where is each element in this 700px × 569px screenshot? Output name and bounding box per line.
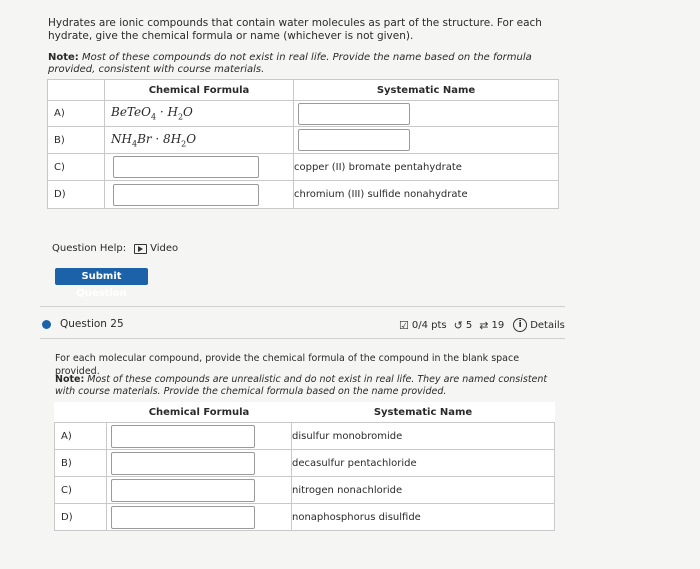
row-label: C) bbox=[55, 477, 107, 504]
q24-name-input-b[interactable] bbox=[298, 129, 410, 151]
q24-header-blank bbox=[48, 80, 105, 101]
q25-divider bbox=[40, 338, 565, 339]
q25-formula-input-b[interactable] bbox=[111, 452, 255, 475]
q24-name-input-a[interactable] bbox=[298, 103, 410, 125]
details-label: Details bbox=[530, 319, 565, 331]
q24-formula-input-c[interactable] bbox=[113, 156, 259, 178]
section-divider bbox=[40, 306, 565, 307]
q25-table bbox=[54, 402, 555, 531]
q25-meta bbox=[399, 318, 565, 332]
q24-formula-b: $NH_4Br \cdot 8H_2O$ bbox=[105, 127, 294, 154]
q24-row-b bbox=[48, 127, 559, 154]
submit-question-button[interactable]: Submit Question bbox=[55, 268, 148, 285]
q24-note-label: Note: bbox=[48, 52, 79, 63]
q25-attempts: 19 bbox=[491, 319, 505, 331]
row-label: B) bbox=[55, 450, 107, 477]
attempts-icon: ⇄ bbox=[479, 318, 489, 332]
q25-intro: For each molecular compound, provide the chemical formula of the compound in the blank space provided. bbox=[55, 353, 520, 377]
q25-title: Question 25 bbox=[60, 318, 124, 330]
q25-formula-input-c[interactable] bbox=[111, 479, 255, 502]
q24-name-c: copper (II) bromate pentahydrate bbox=[294, 154, 559, 181]
q25-formula-input-a[interactable] bbox=[111, 425, 255, 448]
q24-row-c bbox=[48, 154, 559, 181]
q25-row-c bbox=[55, 477, 555, 504]
q25-header-name: Systematic Name bbox=[292, 402, 555, 423]
q24-note-text: Most of these compounds do not exist in real life. Provide the name based on the formula provided, consistent with course materials. bbox=[48, 52, 532, 75]
q24-intro: Hydrates are ionic compounds that contain water molecules as part of the structure. For each hydrate, give the chemical formula or name (whichever is not given). bbox=[48, 17, 542, 42]
q25-name-b: decasulfur pentachloride bbox=[292, 450, 555, 477]
q25-name-d: nonaphosphorus disulfide bbox=[292, 504, 555, 531]
q25-row-b bbox=[55, 450, 555, 477]
q24-table bbox=[47, 79, 559, 209]
info-icon: i bbox=[513, 318, 527, 332]
q25-header-formula: Chemical Formula bbox=[107, 402, 292, 423]
video-icon bbox=[134, 244, 147, 254]
q24-formula-input-d[interactable] bbox=[113, 184, 259, 206]
question-help bbox=[52, 243, 178, 254]
q25-retries: 5 bbox=[465, 319, 473, 331]
q25-header-blank bbox=[55, 402, 107, 423]
q25-name-c: nitrogen nonachloride bbox=[292, 477, 555, 504]
q25-row-d bbox=[55, 504, 555, 531]
video-label: Video bbox=[150, 243, 179, 254]
row-label: C) bbox=[48, 154, 105, 181]
row-label: D) bbox=[48, 181, 105, 209]
q25-note-label: Note: bbox=[55, 374, 85, 385]
q25-note bbox=[55, 374, 555, 397]
q25-note-text: Most of these compounds are unrealistic and do not exist in real life. They are named consistent with course materials. Provide the chemical formula based on the name provided. bbox=[55, 374, 548, 397]
row-label: B) bbox=[48, 127, 105, 154]
question-help-label: Question Help: bbox=[52, 243, 127, 254]
q25-row-a bbox=[55, 423, 555, 450]
video-link[interactable] bbox=[134, 243, 178, 254]
q24-header-name: Systematic Name bbox=[294, 80, 559, 101]
q24-row-d bbox=[48, 181, 559, 209]
row-label: D) bbox=[55, 504, 107, 531]
q25-points: 0/4 pts bbox=[411, 319, 447, 331]
details-link[interactable] bbox=[513, 318, 565, 332]
q24-name-d: chromium (III) sulfide nonahydrate bbox=[294, 181, 559, 209]
q25-formula-input-d[interactable] bbox=[111, 506, 255, 529]
q24-row-a bbox=[48, 101, 559, 127]
question-dot-icon bbox=[42, 320, 51, 329]
q24-note bbox=[48, 52, 568, 76]
retry-icon: ↺ bbox=[453, 318, 463, 332]
checkbox-edit-icon: ☑ bbox=[399, 318, 409, 332]
q25-name-a: disulfur monobromide bbox=[292, 423, 555, 450]
q24-header-formula: Chemical Formula bbox=[105, 80, 294, 101]
q24-formula-a: BeTeO$_4$ · $H_2O$ bbox=[105, 101, 294, 127]
row-label: A) bbox=[48, 101, 105, 127]
row-label: A) bbox=[55, 423, 107, 450]
